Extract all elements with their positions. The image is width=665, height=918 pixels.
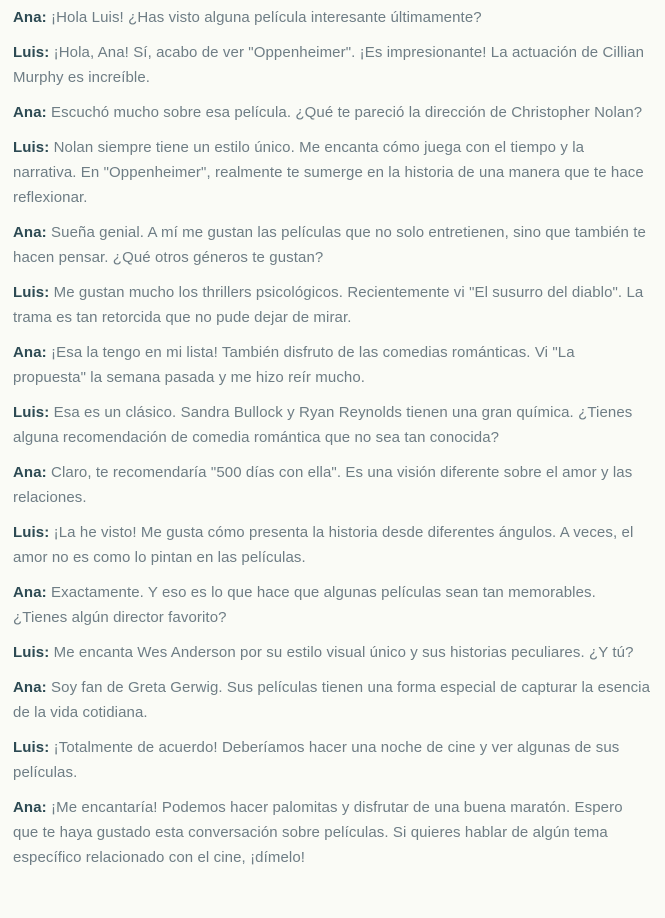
chat-message: [13, 280, 651, 330]
chat-message: [13, 795, 651, 870]
chat-message: [13, 400, 651, 450]
speaker-name: Ana:: [13, 344, 47, 361]
speaker-name: Luis:: [13, 644, 50, 661]
chat-message: [13, 135, 651, 210]
message-text: ¡La he visto! Me gusta cómo presenta la historia desde diferentes ángulos. A veces, el amor no es como lo pintan en las películas.: [13, 524, 634, 566]
chat-message: [13, 220, 651, 270]
message-text: ¡Hola Luis! ¿Has visto alguna película interesante últimamente?: [51, 9, 482, 26]
chat-message: [13, 340, 651, 390]
message-text: Escuchó mucho sobre esa película. ¿Qué te pareció la dirección de Christopher Nolan?: [51, 104, 643, 121]
speaker-name: Ana:: [13, 9, 47, 26]
speaker-name: Ana:: [13, 799, 47, 816]
speaker-name: Luis:: [13, 404, 50, 421]
chat-message: [13, 735, 651, 785]
speaker-name: Ana:: [13, 104, 47, 121]
speaker-name: Luis:: [13, 284, 50, 301]
speaker-name: Luis:: [13, 739, 50, 756]
speaker-name: Luis:: [13, 524, 50, 541]
speaker-name: Ana:: [13, 464, 47, 481]
message-text: Claro, te recomendaría "500 días con ella". Es una visión diferente sobre el amor y las relaciones.: [13, 464, 633, 506]
message-text: ¡Totalmente de acuerdo! Deberíamos hacer una noche de cine y ver algunas de sus películas.: [13, 739, 620, 781]
chat-message: [13, 5, 651, 30]
chat-message: [13, 100, 651, 125]
message-text: Me encanta Wes Anderson por su estilo visual único y sus historias peculiares. ¿Y tú?: [53, 644, 634, 661]
message-text: Soy fan de Greta Gerwig. Sus películas tienen una forma especial de capturar la esencia de la vida cotidiana.: [13, 679, 651, 721]
message-text: ¡Esa la tengo en mi lista! También disfruto de las comedias románticas. Vi "La propuesta" la semana pasada y me hizo reír mucho.: [13, 344, 575, 386]
speaker-name: Luis:: [13, 139, 50, 156]
chat-message: [13, 460, 651, 510]
speaker-name: Ana:: [13, 224, 47, 241]
speaker-name: Ana:: [13, 584, 47, 601]
message-text: Nolan siempre tiene un estilo único. Me encanta cómo juega con el tiempo y la narrativa. En "Oppenheimer", realmente te sumerge en la historia de una manera que te hace reflexionar.: [13, 139, 644, 206]
chat-message: [13, 675, 651, 725]
chat-message: [13, 640, 651, 665]
message-text: ¡Me encantaría! Podemos hacer palomitas y disfrutar de una buena maratón. Espero que te haya gustado esta conversación sobre películas. Si quieres hablar de algún tema específico relacionado con el cine, ¡dímelo!: [13, 799, 623, 866]
chat-message: [13, 520, 651, 570]
chat-message: [13, 580, 651, 630]
chat-message: [13, 40, 651, 90]
message-text: Exactamente. Y eso es lo que hace que algunas películas sean tan memorables. ¿Tienes algún director favorito?: [13, 584, 596, 626]
speaker-name: Ana:: [13, 679, 47, 696]
message-text: ¡Hola, Ana! Sí, acabo de ver "Oppenheimer". ¡Es impresionante! La actuación de Cillian Murphy es increíble.: [13, 44, 645, 86]
message-text: Sueña genial. A mí me gustan las películas que no solo entretienen, sino que también te hacen pensar. ¿Qué otros géneros te gustan?: [13, 224, 646, 266]
message-text: Esa es un clásico. Sandra Bullock y Ryan Reynolds tienen una gran química. ¿Tienes alguna recomendación de comedia romántica que no sea tan conocida?: [13, 404, 633, 446]
message-text: Me gustan mucho los thrillers psicológicos. Recientemente vi "El susurro del diablo". La trama es tan retorcida que no pude dejar de mirar.: [13, 284, 644, 326]
speaker-name: Luis:: [13, 44, 50, 61]
